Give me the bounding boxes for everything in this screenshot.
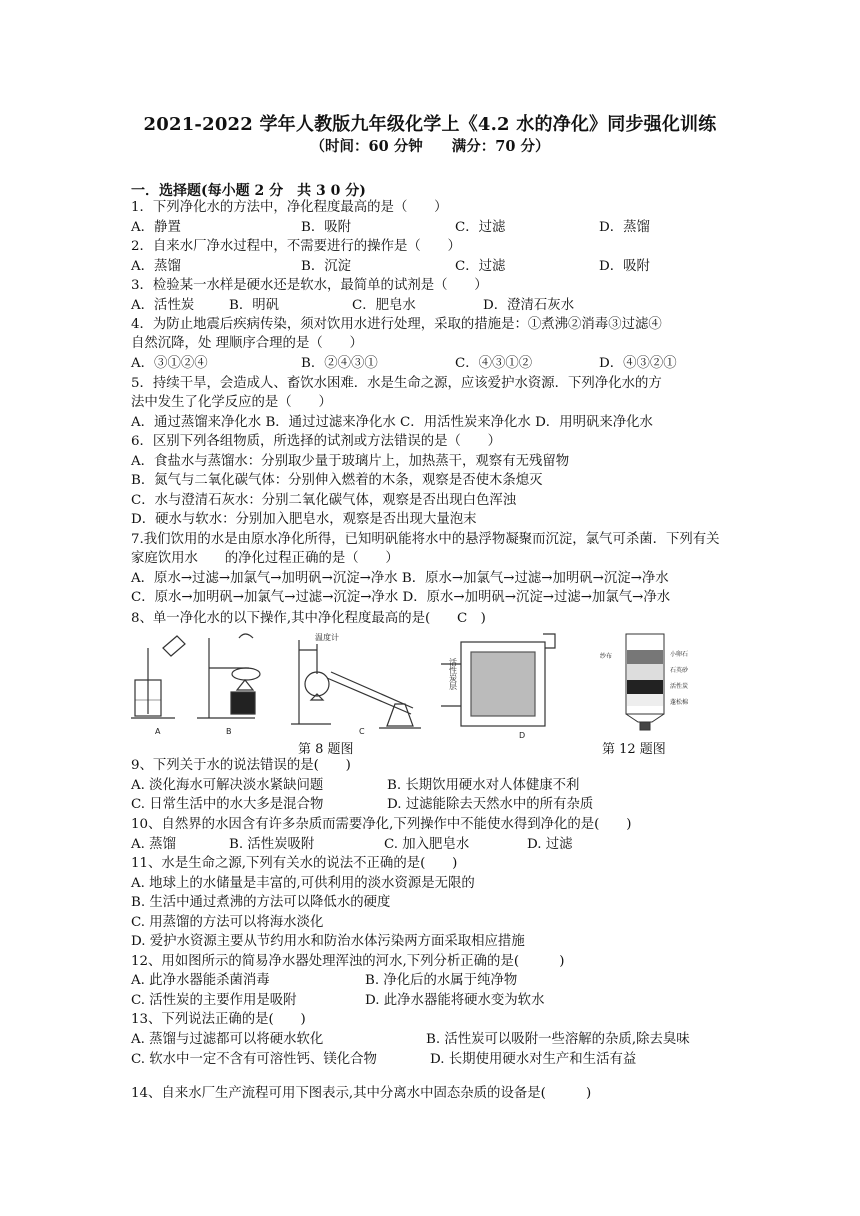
option-c: C．水与澄清石灰水：分别二氧化碳气体，观察是否出现白色浑浊 bbox=[131, 493, 517, 508]
option-c: C．肥皂水 bbox=[352, 298, 416, 313]
exam-time: （时间：60 分钟 bbox=[310, 138, 423, 155]
question-stem: 7.我们饮用的水是由原水净化所得，已知明矾能将水中的悬浮物凝聚而沉淀，氯气可杀菌．下列有关 bbox=[131, 532, 720, 547]
option-b: B．氮气与二氧化碳气体：分别伸入燃着的木条，观察是否使木条熄灭 bbox=[131, 473, 543, 488]
option-c: C. 用蒸馏的方法可以将海水淡化 bbox=[131, 915, 324, 930]
exam-score: 满分：70 分） bbox=[451, 138, 550, 155]
thermometer-label: 温度计 bbox=[315, 633, 339, 642]
question-stem-cont: 自然沉降，处 理顺序合理的是（ ） bbox=[131, 336, 363, 351]
option-d: D. 过滤能除去天然水中的所有杂质 bbox=[387, 797, 594, 812]
option-a: A．静置 bbox=[131, 220, 181, 235]
label-b: B bbox=[226, 727, 232, 736]
option-b: B．②④③① bbox=[301, 356, 378, 371]
option-b: B．明矾 bbox=[229, 298, 280, 313]
options-line: A．通过蒸馏来净化水 B．通过过滤来净化水 C．用活性炭来净化水 D．用明矾来净化水 bbox=[131, 415, 653, 430]
option-d: D．吸附 bbox=[599, 259, 650, 274]
question-stem-cont: 法中发生了化学反应的是（ ） bbox=[131, 395, 332, 410]
question-stem-cont: 家庭饮用水 的净化过程正确的是（ ） bbox=[131, 551, 399, 566]
option-b: B．沉淀 bbox=[301, 259, 352, 274]
question-stem: 13、下列说法正确的是( ) bbox=[131, 1012, 306, 1027]
option-a: A. 蒸馏与过滤都可以将硬水软化 bbox=[131, 1032, 324, 1047]
option-c: C．过滤 bbox=[455, 259, 506, 274]
option-c: C. 软水中一定不含有可溶性钙、镁化合物 bbox=[131, 1052, 377, 1067]
question-stem: 11、水是生命之源,下列有关水的说法不正确的是( ) bbox=[131, 856, 458, 871]
question-stem: 9、下列关于水的说法错误的是( ) bbox=[131, 758, 351, 773]
option-b: B. 长期饮用硬水对人体健康不利 bbox=[387, 778, 580, 793]
option-b: B. 生活中通过煮沸的方法可以降低水的硬度 bbox=[131, 895, 391, 910]
apparatus-a-pouring bbox=[131, 636, 185, 718]
pebble-label: 小卵石 bbox=[670, 651, 689, 658]
question-stem: 2．自来水厂净水过程中，不需要进行的操作是（ ） bbox=[131, 239, 461, 254]
option-a: A．蒸馏 bbox=[131, 259, 181, 274]
question-stem: 3．检验某一水样是硬水还是软水，最简单的试剂是（ ） bbox=[131, 278, 488, 293]
label-c: C bbox=[359, 727, 365, 736]
option-a: A. 此净水器能杀菌消毒 bbox=[131, 973, 270, 988]
question-stem: 4．为防止地震后疾病传染，须对饮用水进行处理，采取的措施是：①煮沸②消毒③过滤④ bbox=[131, 317, 662, 332]
option-d: D．蒸馏 bbox=[599, 220, 650, 235]
options-cd: C．原水→加明矾→加氯气→过滤→沉淀→净水 D．原水→加明矾→沉淀→过滤→加氯气→净水 bbox=[131, 590, 671, 605]
question-stem: 1．下列净化水的方法中，净化程度最高的是（ ） bbox=[131, 200, 448, 215]
option-a: A. 蒸馏 bbox=[131, 837, 176, 852]
option-d: D．硬水与软水：分别加入肥皂水，观察是否出现大量泡末 bbox=[131, 512, 477, 527]
active-carbon-label: 活性炭 bbox=[670, 683, 689, 690]
option-d: D. 过滤 bbox=[527, 837, 573, 852]
section-heading: 一．选择题(每小题 2 分 共 3 0 分) bbox=[131, 183, 366, 199]
option-d: D．④③②① bbox=[599, 356, 677, 371]
option-b: B. 净化后的水属于纯净物 bbox=[365, 973, 518, 988]
figure-12-caption: 第 12 题图 bbox=[602, 742, 666, 757]
page-title: 2021-2022 学年人教版九年级化学上《4.2 水的净化》同步强化训练 bbox=[143, 114, 717, 135]
label-d: D bbox=[519, 731, 526, 740]
question-stem: 14、自来水厂生产流程可用下图表示,其中分离水中固态杂质的设备是( ) bbox=[131, 1086, 592, 1101]
option-c: C. 活性炭的主要作用是吸附 bbox=[131, 993, 297, 1008]
figure-8-caption: 第 8 题图 bbox=[298, 742, 354, 757]
question-stem: 5．持续干旱，会造成人、畜饮水困难．水是生命之源，应该爱护水资源．下列净化水的方 bbox=[131, 376, 662, 391]
option-c: C. 日常生活中的水大多是混合物 bbox=[131, 797, 324, 812]
apparatus-d-carbon-column bbox=[441, 634, 555, 726]
apparatus-b-evaporation bbox=[197, 634, 260, 718]
option-b: B. 活性炭可以吸附一些溶解的杂质,除去臭味 bbox=[426, 1032, 690, 1047]
carbon-layer-label: 活性炭层 bbox=[448, 658, 458, 690]
apparatus-c-distillation bbox=[291, 640, 421, 728]
option-d: D．澄清石灰水 bbox=[483, 298, 575, 313]
option-c: C．过滤 bbox=[455, 220, 506, 235]
option-a: A．食盐水与蒸馏水：分别取少量于玻璃片上，加热蒸干，观察有无残留物 bbox=[131, 454, 570, 469]
question-stem: 8、单一净化水的以下操作,其中净化程度最高的是( C ) bbox=[131, 611, 486, 626]
exam-info bbox=[0, 135, 860, 156]
quartz-sand-label: 石英砂 bbox=[670, 667, 689, 674]
question-stem: 12、用如图所示的简易净水器处理浑浊的河水,下列分析正确的是( ) bbox=[131, 954, 565, 969]
option-d: D. 长期使用硬水对生产和生活有益 bbox=[430, 1052, 637, 1067]
question-stem: 6．区别下列各组物质，所选择的试剂或方法错误的是（ ） bbox=[131, 434, 502, 449]
option-a: A. 地球上的水储量是丰富的,可供利用的淡水资源是无限的 bbox=[131, 876, 475, 891]
option-c: C．④③①② bbox=[455, 356, 533, 371]
option-d: D. 爱护水资源主要从节约用水和防治水体污染两方面采取相应措施 bbox=[131, 934, 525, 949]
option-c: C. 加入肥皂水 bbox=[384, 837, 470, 852]
figure-8-apparatus bbox=[131, 628, 581, 740]
gauze-label: 纱布 bbox=[600, 653, 613, 660]
figure-12-water-purifier bbox=[598, 628, 698, 734]
question-stem: 10、自然界的水因含有许多杂质而需要净化,下列操作中不能使水得到净化的是( ) bbox=[131, 817, 632, 832]
label-a: A bbox=[155, 727, 161, 736]
option-a: A．③①②④ bbox=[131, 356, 208, 371]
option-a: A．活性炭 bbox=[131, 298, 195, 313]
option-b: B. 活性炭吸附 bbox=[229, 837, 315, 852]
option-d: D. 此净水器能将硬水变为软水 bbox=[365, 993, 545, 1008]
option-b: B．吸附 bbox=[301, 220, 352, 235]
option-a: A. 淡化海水可解决淡水紧缺问题 bbox=[131, 778, 324, 793]
options-ab: A．原水→过滤→加氯气→加明矾→沉淀→净水 B．原水→加氯气→过滤→加明矾→沉淀→净水 bbox=[131, 571, 669, 586]
cotton-label: 蓬松棉 bbox=[670, 699, 689, 706]
